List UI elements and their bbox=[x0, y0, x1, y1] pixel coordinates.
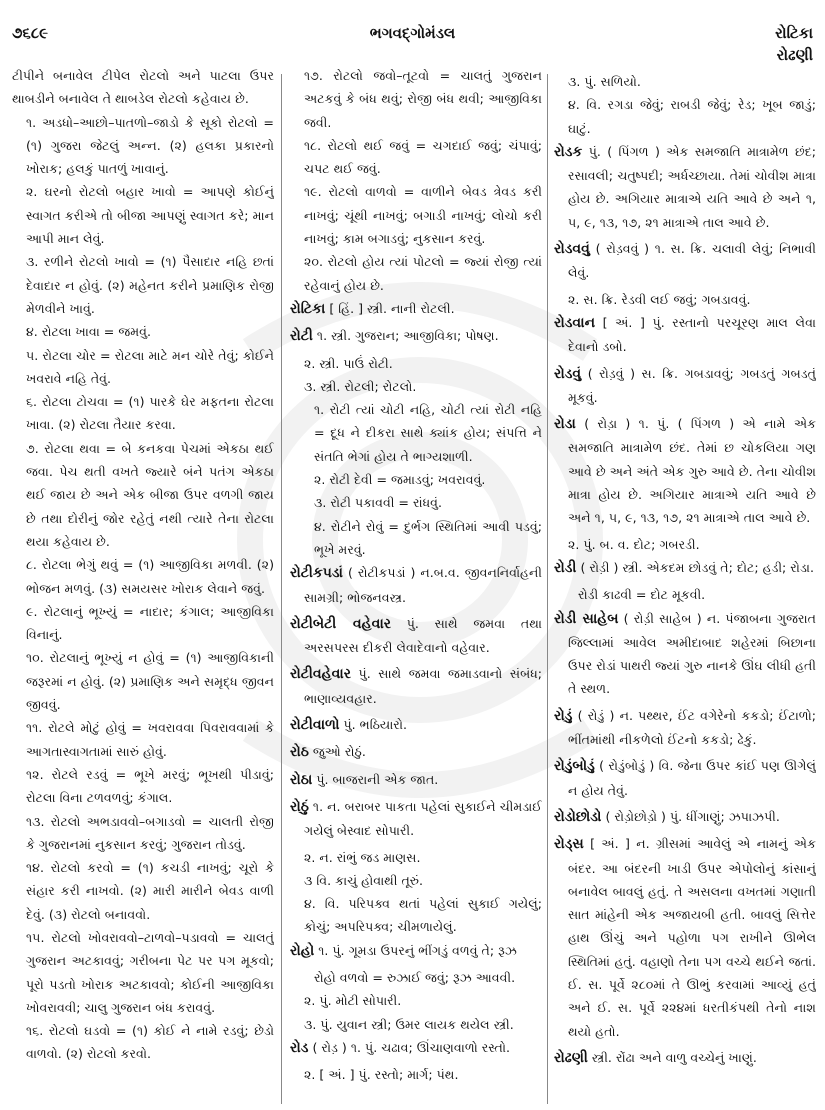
column-3 bbox=[554, 70, 816, 1110]
sub-sense: ૫. રોટલા ચોર = રોટલા માટે મન ચોરે તેવું; કોઈને ખવરાવે નહિ તેવું. bbox=[26, 347, 274, 386]
dictionary-entry bbox=[554, 1046, 816, 1070]
dictionary-entry bbox=[554, 362, 816, 410]
sub-sense: ૩. પું. સળિયો. bbox=[568, 74, 641, 89]
definition: ( રોડ઼વવું ) ૧. સ. ક્રિ. ચલાવી લેવું; નિભાવી લેવું. bbox=[568, 241, 816, 281]
dictionary-entry bbox=[290, 768, 542, 792]
headword: રોડી સાહેબ bbox=[554, 610, 619, 627]
sub-sense: ૨. સ્ત્રી. પાઉં રોટી. bbox=[304, 355, 393, 371]
headword: રોટીવહેવાર bbox=[290, 666, 351, 683]
definition: ( રોડ઼વું ) સ. ક્રિ. ગબડાવવું; ગબડતું ગબડતું મૂકવું. bbox=[568, 365, 816, 405]
sub-sense: ૧૪. રોટલો કરવો = (૧) કચડી નાખવું; ચૂરો કે સંહાર કરી નાખવો. (૨) મારી મારીને બેવડ વાળી દેવું. (૩) રોટલો બનાવવો. bbox=[26, 860, 274, 922]
headword: રોટીબેટી વહેવાર bbox=[290, 615, 391, 632]
sub-sense: ૪. વિ. પરિપક્વ થતાં પહેલાં સુકાઈ ગયેલું; કોચું; અપરિપક્વ; ચીમળાયેલું. bbox=[304, 896, 542, 935]
running-title: ભગવદ્ગોમંડલ bbox=[369, 24, 456, 42]
headword: રોઠા bbox=[290, 771, 313, 788]
dictionary-entry bbox=[290, 662, 542, 710]
headword: રોડું bbox=[554, 707, 573, 724]
guide-word-last: રોઢણી bbox=[776, 46, 813, 64]
definition: જુઓ રોઠું. bbox=[308, 744, 366, 760]
sub-sense: ૨૦. રોટલો હોય ત્યાં પોટલો = જ્યાં રોજી ત્યાં રહેવાનું હોય છે. bbox=[304, 254, 542, 293]
headword: રોઠ bbox=[290, 744, 309, 761]
sub-sense: ૧૦. રોટલાનું ભૂખ્યું ન હોવું = (૧) આજીવિકાની જરૂરમાં ન હોવું. (૨) પ્રમાણિક અને સમૃદ્ધ જીવન જીવવું. bbox=[26, 650, 274, 713]
headword: રોડવું bbox=[554, 365, 582, 382]
sub-sense: ૩. રોટી પકાવવી = રાંધવું. bbox=[314, 495, 442, 511]
headword: રોડક bbox=[554, 143, 583, 160]
dictionary-entry bbox=[554, 607, 816, 701]
dictionary-columns bbox=[0, 64, 825, 1104]
sub-sense: ૪. રોટલા ખાવા = જમવું. bbox=[26, 324, 151, 340]
definition: ( રોડ઼ ) ૧. પું. ચઢાવ; ઊંચાણવાળો રસ્તો. bbox=[308, 1039, 511, 1055]
definition: [ અં. ] ન. ગ્રીસમાં આવેલું એ નામનું એક બંદર. આ બંદરની ખાડી ઉપર એપોલોનું કાંસાનું બનાવેલ બાવલું હતું. તે અસલના વખતમાં ગણાતી સાત માંહેની એક અજાયબી હતી. બાવલું સિત્તેર હાથ ઊંચું અને પહોળા પગ રાખીને ઊભેલ સ્થિતિમાં હતું. વહાણો તેના પગ વચ્ચે થઈને જતાં. ઈ. સ. પૂર્વે ૨૮૦માં તે ઊભું કરવામાં આવ્યું હતું અને ઈ. સ. પૂર્વે ૨૨૪માં ધરતીકંપથી તેનો નાશ થયો હતો. bbox=[568, 836, 816, 1039]
sub-sense: રોડી કાઢવી = દોટ મૂકવી. bbox=[578, 587, 706, 603]
definition: ૧. સ્ત્રી. ગુજરાન; આજીવિકા; પોષણ. bbox=[312, 328, 499, 344]
dictionary-entry bbox=[554, 311, 816, 359]
column-1 bbox=[12, 64, 274, 1104]
sub-sense: ૮. રોટલા ભેગું થવું = (૧) આજીવિકા મળવી. (૨) ભોજન મળવું. (૩) સમયસર ખોરાક લેવાને જવું. bbox=[26, 557, 274, 596]
dictionary-entry bbox=[290, 561, 542, 609]
dictionary-entry bbox=[290, 324, 542, 348]
headword: રોઠું bbox=[290, 798, 309, 815]
guide-words bbox=[775, 22, 813, 66]
page-number: ૭૬૮૯ bbox=[12, 24, 48, 42]
definition: ( રોડ઼ા ) ૧. પું. ( પિંગળ ) એ નામે એક સમજાતિ માત્રામેળ છંદ. તેમાં છ ચોકલિયા ગણ આવે છે અને અંતે એક ગુરુ આવે છે. તેના ચોવીશ માત્રા હોય છે. અગિયાર માત્રાએ યતિ આવે છે અને ૧, ૫, ૯, ૧૩, ૧૭, ૨૧ માત્રાએ તાલ આવે છે. bbox=[568, 416, 816, 526]
page-header bbox=[0, 0, 825, 64]
headword: રોટી bbox=[290, 328, 313, 345]
sub-sense: ૧૭. રોટલો જવો–તૂટવો = ચાલતું ગુજરાન અટકવું કે બંધ થવું; રોજી બંધ થવી; આજીવિકા જવી. bbox=[304, 68, 542, 130]
sub-sense: ૧૩. રોટલો અભડાવવો–બગાડવો = ચાલતી રોજી કે ગુજરાનમાં નુકસાન કરવું; ગુજરાન તોડવું. bbox=[26, 813, 274, 852]
column-divider bbox=[547, 74, 548, 1104]
dictionary-entry bbox=[290, 939, 542, 963]
dictionary-entry bbox=[290, 795, 542, 843]
sub-sense: ૯. રોટલાનું ભૂખ્યું = નાદાર; કંગાલ; આજીવિકા વિનાનું. bbox=[26, 603, 274, 643]
sub-sense: ૪. વિ. રગડા જેવું; રાબડી જેવું; રેડ; ખૂબ જાડું; ઘાટું. bbox=[568, 97, 816, 136]
sub-sense: ૧૬. રોટલો ઘડવો = (૧) કોઈ ને નામે રડવું; છેડો વાળવો. (૨) રોટલો કરવો. bbox=[26, 1023, 274, 1062]
definition: સ્ત્રી. રોંઢા અને વાળુ વચ્ચેનું ખાણું. bbox=[587, 1049, 757, 1065]
definition: ( રોડ઼ી સાહેબ ) ન. પંજાબના ગુજરાત જિલ્લામાં આવેલ અમીદાબાદ શહેરમાં બિછાના ઉપર રોડાં પાથરી જ્યાં ગુરુ નાનકે ઊંઘ લીધી હતી તે સ્થળ. bbox=[568, 610, 816, 697]
sub-sense: ૨. ઘરનો રોટલો બહાર ખાવો = આપણે કોઈનું સ્વાગત કરીએ તો બીજા આપણું સ્વાગત કરે; માન આપી માન લેવું. bbox=[26, 184, 274, 247]
headword: રોહો bbox=[290, 942, 315, 959]
dictionary-entry bbox=[290, 740, 542, 764]
guide-word-first: રોટિકા bbox=[775, 24, 813, 42]
sub-sense: ૩. સ્ત્રી. રોટલી; રોટલો. bbox=[304, 378, 417, 394]
headword: રોટીવાળો bbox=[290, 717, 340, 734]
dictionary-entry bbox=[290, 1036, 542, 1060]
headword: રોડા bbox=[554, 416, 576, 433]
definition: ( રોડ઼ી ) સ્ત્રી. એકદમ છોડવું તે; દોટ; હડી; રોડા. bbox=[576, 559, 814, 575]
column-2 bbox=[290, 64, 542, 1104]
definition: પું. સાથે જમવા તથા અરસપરસ દીકરી લેવાદેવાનો વહેવાર. bbox=[304, 615, 542, 656]
sub-sense: ૨. પું. બ. વ. દોટ; ગબરડી. bbox=[568, 536, 700, 552]
dictionary-entry bbox=[554, 412, 816, 529]
sub-sense: ૧૨. રોટલે રડવું = ભૂખે મરવું; ભૂખથી પીડાવું; રોટલા વિના ટળવળવું; કંગાલ. bbox=[26, 766, 274, 806]
headword: રોડ bbox=[290, 1039, 309, 1056]
headword: રોડવાન bbox=[554, 314, 596, 331]
sub-sense: રોહો વળવો = રુઝાઈ જવું; રૂઝ આવવી. bbox=[314, 969, 516, 985]
continued-text: ટીપીને બનાવેલ ટીપેલ રોટલો અને પાટલા ઉપર થાબડીને બનાવેલ તે થાબડેલ રોટલો કહેવાય છે. bbox=[12, 68, 274, 107]
definition: ( રોટીકપડાં ) ન.બ.વ. જીવનનિર્વાહની સામગ્રી; ભોજનવસ્ત્ર. bbox=[304, 565, 542, 605]
headword: રોડ્સ bbox=[554, 836, 584, 853]
definition: પું. બાજરાની એક જાત. bbox=[312, 771, 439, 787]
dictionary-entry bbox=[554, 704, 816, 752]
definition: પું. ( પિંગળ ) એક સમજાતિ માત્રામેળ છંદ; રસાવલી; ચતુષ્પદી; અર્ધચ્છાયા. તેમાં ચોવીશ માત્રા હોય છે. અગિયાર માત્રાએ યતિ આવે છે અને ૧, ૫, ૯, ૧૩, ૧૭, ૨૧ માત્રાએ તાલ આવે છે. bbox=[568, 143, 816, 230]
dictionary-entry bbox=[554, 237, 816, 285]
headword: રોડી bbox=[554, 559, 577, 576]
sub-sense: ૧૮. રોટલો થઈ જવું = ચગદાઈ જવું; ચંપાવું; ચપટ થઈ જવું. bbox=[304, 137, 542, 177]
sub-sense: ૩. રળીને રોટલો ખાવો = (૧) પૈસાદાર નહિ છતાં દેવાદાર ન હોવું. (૨) મહેનત કરીને પ્રમાણિક રોજી મેળવીને ખાવું. bbox=[26, 254, 274, 316]
sub-sense: ૪. રોટીને રોવું = દુર્ભગ સ્થિતિમાં આવી પડવું; ભૂખે મરવું. bbox=[314, 518, 542, 557]
sub-sense: ૨. ન. રાંભું જડ માણસ. bbox=[304, 849, 421, 865]
sub-sense: ૧. રોટી ત્યાં ચોટી નહિ, ચોટી ત્યાં રોટી નહિ = દૂધ ને દીકરા સાથે ક્યાંક હોય; સંપત્તિ ને સંતતિ ભેગાં હોય તે ભાગ્યશાળી. bbox=[314, 402, 542, 464]
definition: ( રોડ઼ું ) ન. પથ્થર, ઈંટ વગેરેનો કકડો; ઈંટાળો; ભીંતમાંથી નીકળેલો ઈંટનો કકડો; ઢેકું. bbox=[568, 707, 816, 748]
definition: [ હિં. ] સ્ત્રી. નાની રોટલી. bbox=[325, 300, 455, 316]
headword: રોડુંબોડું bbox=[554, 758, 595, 775]
definition: ( રોડ઼ોછોડ઼ો ) પું. ધીંગાણું; ઝપાઝપી. bbox=[601, 808, 780, 824]
headword: રોટિકા bbox=[290, 300, 326, 317]
sub-sense: ૨. પું. મોટી સોપારી. bbox=[304, 993, 402, 1009]
dictionary-entry bbox=[290, 297, 542, 321]
sub-sense: ૩. પું. યુવાન સ્ત્રી; ઉમર લાયક થયેલ સ્ત્રી. bbox=[304, 1016, 514, 1032]
column-divider bbox=[281, 74, 282, 1104]
definition: ( રોડ઼ુંબોડ઼ું ) વિ. જેના ઉપર કાંઈ પણ ઊગેલું ન હોય તેવું. bbox=[568, 758, 816, 798]
sub-sense: ૩ વિ. કાચું હોવાથી તૂરું. bbox=[304, 872, 424, 888]
dictionary-entry bbox=[290, 612, 542, 660]
sub-sense: ૭. રોટલા થવા = બે કનકવા પેચમાં એકઠા થઈ જવા. પેચ થતી વખતે જ્યારે બંને પતંગ એકઠા થઈ જાય છે અને એક બીજા ઉપર વળગી જાય છે તથા દોરીનું જોર રહેતું નથી ત્યારે તેના રોટલા થયા કહેવાય છે. bbox=[26, 440, 274, 549]
dictionary-entry bbox=[554, 140, 816, 234]
definition: પું. ભઠિયારો. bbox=[339, 717, 407, 733]
definition: [ અં. ] પું. રસ્તાનો પરચૂરણ માલ લેવા દેવાનો ડબો. bbox=[568, 314, 816, 355]
sub-sense: ૬. રોટલા ટોચવા = (૧) પારકે ઘેર મફતના રોટલા ખાવા. (૨) રોટલા તૈયાર કરવા. bbox=[26, 394, 274, 433]
dictionary-entry bbox=[554, 805, 816, 829]
sub-sense: ૨. રોટી દેવી = જમાડવું; ખવરાવવું. bbox=[314, 472, 486, 488]
headword: રોટીકપડાં bbox=[290, 565, 343, 582]
sub-sense: ૨. સ. ક્રિ. રેડવી લઈ જવું; ગબડાવવું. bbox=[568, 291, 751, 307]
definition: ૧. ન. બરાબર પાકતા પહેલાં સુકાઈને ચીમડાઈ ગયેલું બેસ્વાદ સોપારી. bbox=[304, 798, 542, 839]
definition: ૧. પું. ગૂમડા ઉપરનું ભીંગડું વળવું તે; રૂઝ bbox=[314, 942, 517, 958]
headword: રોડોછોડો bbox=[554, 808, 602, 825]
sub-sense: ૧૧. રોટલે મોટું હોવું = ખવરાવવા પિવરાવવામાં કે આગતાસ્વાગતામાં સારું હોવું. bbox=[26, 720, 274, 759]
dictionary-entry bbox=[290, 713, 542, 737]
headword: રોડવવું bbox=[554, 241, 590, 258]
definition: પું. સાથે જમવા જમાડવાનો સંબંધ; ભાણાવ્યવહાર. bbox=[304, 666, 542, 706]
dictionary-entry bbox=[554, 556, 816, 580]
dictionary-entry bbox=[554, 754, 816, 802]
sub-sense: ૧. અડધો–આછો–પાતળો–જાડો કે સૂકો રોટલો = (૧) ગુજરા જેટલું અન્ન. (૨) હલકા પ્રકારનો ખોરાક; હલકું પાતળું ખાવાનું. bbox=[26, 114, 274, 177]
sub-sense: ૨. [ અં. ] પું. રસ્તો; માર્ગ; પંથ. bbox=[304, 1067, 459, 1083]
dictionary-entry bbox=[554, 832, 816, 1043]
sub-sense: ૧૫. રોટલો ખોવરાવવો–ટાળવો–પડાવવો = ચાલતું ગુજરાન અટકાવવું; ગરીબના પેટ પર પગ મૂકવો; પૂરો પડતો ખોરાક અટકાવવો; કોઈની આજીવિકા ખોવરાવવી; ચાલુ ગુજરાન બંધ કરાવવું. bbox=[26, 929, 274, 1015]
headword: રોઢણી bbox=[554, 1049, 588, 1066]
sub-sense: ૧૯. રોટલો વાળવો = વાળીને બેવડ ત્રેવડ કરી નાખવું; ચૂંથી નાખવું; બગાડી નાખવું; લોચો કરી નાખવું; કામ બગાડવું; નુકસાન કરવું. bbox=[304, 184, 542, 247]
